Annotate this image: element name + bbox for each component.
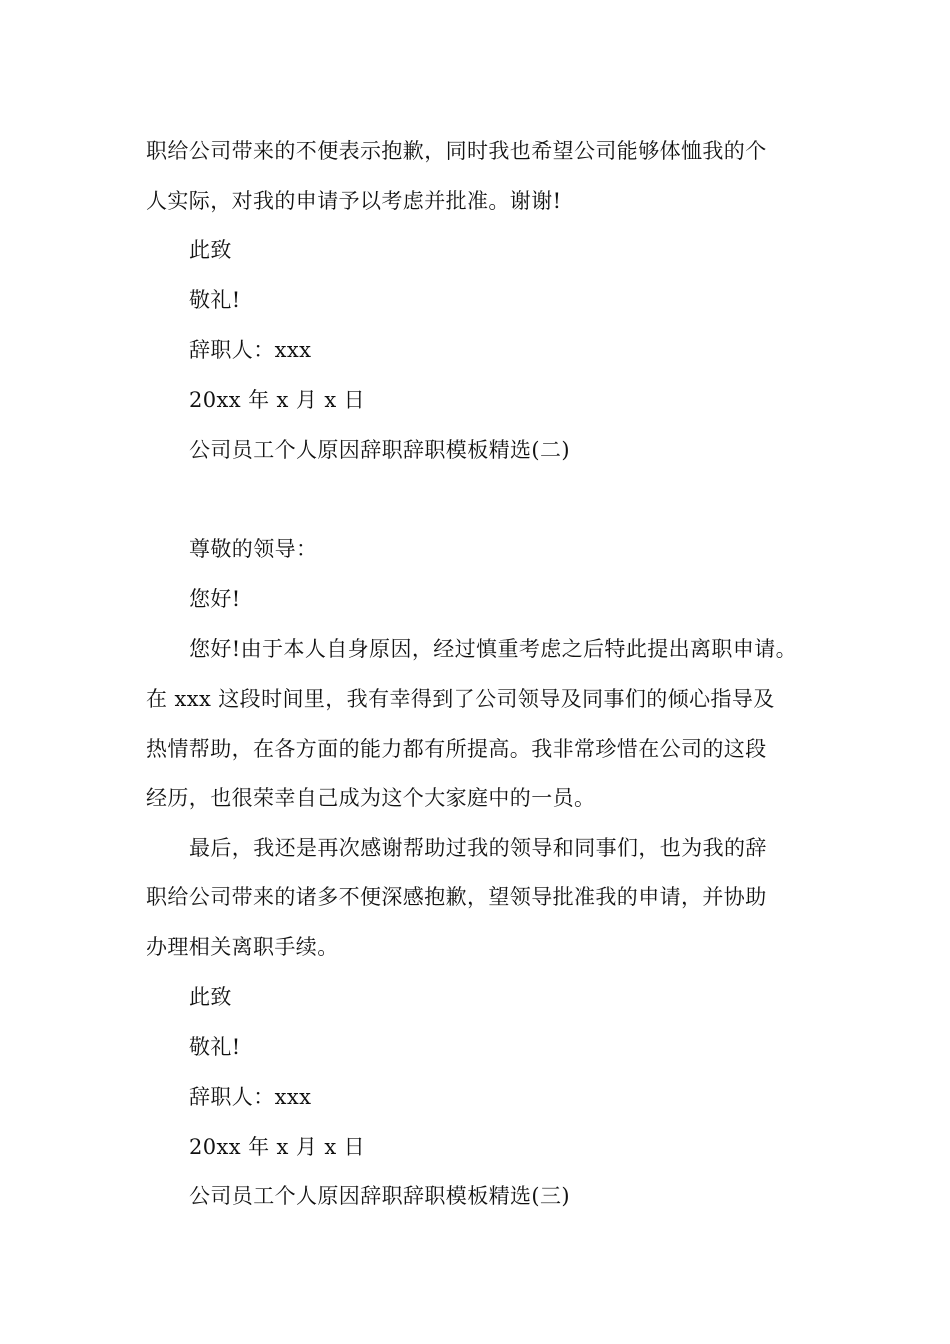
closing-salutation: 此致 bbox=[189, 985, 232, 1009]
paragraph-line: 最后，我还是再次感谢帮助过我的领导和同事们，也为我的辞 bbox=[189, 836, 767, 860]
signature-line: 辞职人：xxx bbox=[189, 1085, 312, 1109]
section-heading: 公司员工个人原因辞职辞职模板精选(二) bbox=[189, 438, 570, 462]
paragraph-line: 在 xxx 这段时间里，我有幸得到了公司领导及同事们的倾心指导及 bbox=[146, 687, 775, 711]
closing-regards: 敬礼! bbox=[189, 1035, 241, 1059]
paragraph-line: 热情帮助，在各方面的能力都有所提高。我非常珍惜在公司的这段 bbox=[146, 737, 767, 761]
paragraph-line: 办理相关离职手续。 bbox=[146, 935, 339, 959]
closing-regards: 敬礼! bbox=[189, 288, 241, 312]
date-line: 20xx 年 x 月 x 日 bbox=[189, 1135, 366, 1159]
section-heading: 公司员工个人原因辞职辞职模板精选(三) bbox=[189, 1184, 570, 1208]
greeting-line: 您好! bbox=[189, 587, 241, 611]
paragraph-line: 经历，也很荣幸自己成为这个大家庭中的一员。 bbox=[146, 786, 596, 810]
closing-salutation: 此致 bbox=[189, 238, 232, 262]
paragraph-line: 您好!由于本人自身原因，经过慎重考虑之后特此提出离职申请。 bbox=[189, 637, 798, 661]
date-line: 20xx 年 x 月 x 日 bbox=[189, 388, 366, 412]
paragraph-line: 人实际，对我的申请予以考虑并批准。谢谢! bbox=[146, 189, 562, 213]
signature-line: 辞职人：xxx bbox=[189, 338, 312, 362]
greeting-line: 尊敬的领导： bbox=[189, 537, 318, 561]
paragraph-line: 职给公司带来的不便表示抱歉，同时我也希望公司能够体恤我的个 bbox=[146, 139, 767, 163]
paragraph-line: 职给公司带来的诸多不便深感抱歉，望领导批准我的申请，并协助 bbox=[146, 885, 767, 909]
